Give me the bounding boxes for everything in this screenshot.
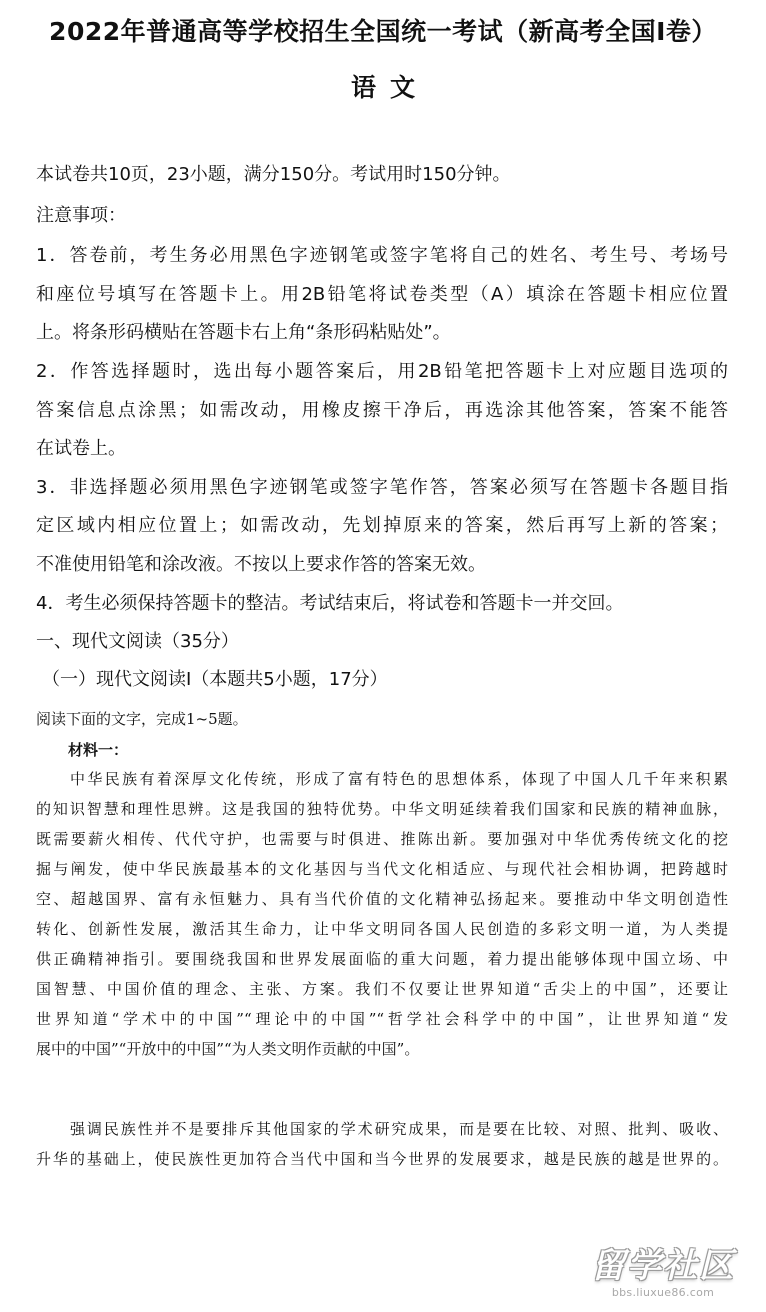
- watermark-url: bbs.liuxue86.com: [611, 1286, 715, 1299]
- paragraph-1-line-9: 世界知道“学术中的中国”“理论中的中国”“哲学社会科学中的中国”，让世界知道“发: [36, 1010, 728, 1028]
- instruction-2-line-2: 答案信息点涂黑；如需改动，用橡皮擦干净后，再选涂其他答案，答案不能答: [36, 400, 728, 421]
- instruction-1-line-2: 和座位号填写在答题卡上。用2B铅笔将试卷类型（A）填涂在答题卡相应位置: [36, 284, 728, 305]
- paragraph-1-line-3: 既需要薪火相传、代代守护，也需要与时俱进、推陈出新。要加强对中华优秀传统文化的挖: [36, 830, 728, 848]
- material-title: 材料一：: [68, 741, 129, 759]
- notes-heading: 注意事项：: [36, 205, 126, 226]
- instruction-3-line-2: 定区域内相应位置上；如需改动，先划掉原来的答案，然后再写上新的答案；: [36, 515, 728, 536]
- watermark-logo: 留学社区: [591, 1246, 735, 1286]
- paragraph-1-line-10: 展中的中国”“开放中的中国”“为人类文明作贡献的中国”。: [36, 1040, 420, 1058]
- paragraph-1-line-2: 的知识智慧和理性思辨。这是我国的独特优势。中华文明延续着我们国家和民族的精神血脉，: [36, 800, 728, 818]
- section-heading: 一、现代文阅读（35分）: [36, 631, 239, 652]
- paragraph-1-line-6: 转化、创新性发展，激活其生命力，让中华文明同各国人民创造的多彩文明一道，为人类提: [36, 920, 728, 938]
- paragraph-2-line-2: 升华的基础上，使民族性更加符合当代中国和当今世界的发展要求，越是民族的越是世界的。: [36, 1150, 728, 1168]
- exam-summary: 本试卷共10页，23小题，满分150分。考试用时150分钟。: [36, 164, 511, 185]
- paragraph-1-line-8: 国智慧、中国价值的理念、主张、方案。我们不仅要让世界知道“舌尖上的中国”，还要让: [36, 980, 728, 998]
- paragraph-1-line-7: 供正确精神指引。要围绕我国和世界发展面临的重大问题，着力提出能够体现中国立场、中: [36, 950, 728, 968]
- instruction-3-line-1: 3．非选择题必须用黑色字迹钢笔或签字笔作答，答案必须写在答题卡各题目指: [36, 477, 728, 498]
- instruction-1-line-1: 1．答卷前，考生务必用黑色字迹钢笔或签字笔将自己的姓名、考生号、考场号: [36, 245, 728, 266]
- instruction-2-line-1: 2．作答选择题时，选出每小题答案后，用2B铅笔把答题卡上对应题目选项的: [36, 361, 728, 382]
- subsection-heading: （一）现代文阅读Ⅰ（本题共5小题，17分）: [42, 669, 388, 690]
- reading-directive: 阅读下面的文字，完成1~5题。: [36, 710, 248, 728]
- site-watermark: [578, 1246, 748, 1306]
- instruction-3-line-3: 不准使用铅笔和涂改液。不按以上要求作答的答案无效。: [36, 554, 486, 575]
- instruction-2-line-3: 在试卷上。: [36, 438, 126, 459]
- subject-title: 语文: [350, 73, 429, 102]
- instruction-4-line-1: 4．考生必须保持答题卡的整洁。考试结束后，将试卷和答题卡一并交回。: [36, 593, 624, 614]
- paragraph-1-line-4: 掘与阐发，使中华民族最基本的文化基因与当代文化相适应、与现代社会相协调，把跨越时: [36, 860, 728, 878]
- paragraph-2-line-1: 强调民族性并不是要排斥其他国家的学术研究成果，而是要在比较、对照、批判、吸收、: [70, 1120, 728, 1138]
- paragraph-1-line-5: 空、超越国界、富有永恒魅力、具有当代价值的文化精神弘扬起来。要推动中华文明创造性: [36, 890, 728, 908]
- instruction-1-line-3: 上。将条形码横贴在答题卡右上角“条形码粘贴处”。: [36, 322, 451, 343]
- exam-title: 2022年普通高等学校招生全国统一考试（新高考全国Ⅰ卷）: [49, 17, 717, 46]
- paragraph-1-line-1: 中华民族有着深厚文化传统，形成了富有特色的思想体系，体现了中国人几千年来积累: [70, 770, 728, 788]
